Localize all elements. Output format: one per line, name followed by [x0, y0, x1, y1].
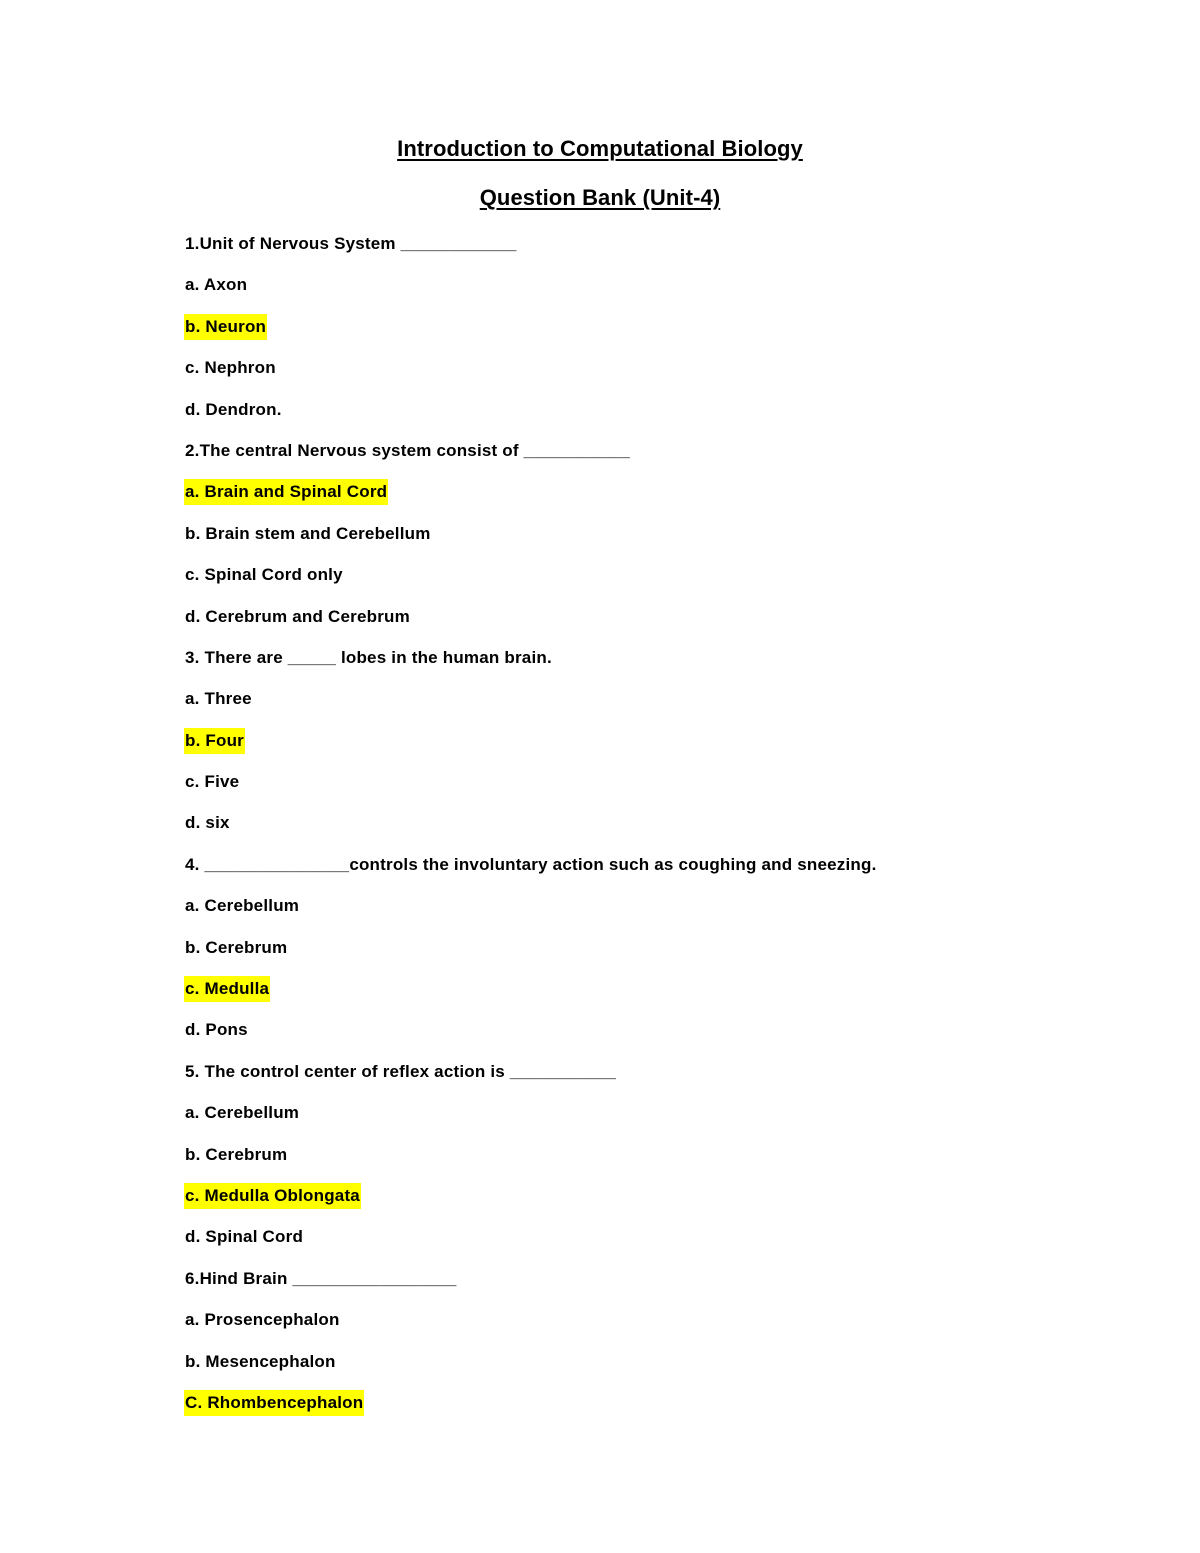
- line-text: c. Medulla Oblongata: [184, 1183, 361, 1209]
- answer-option: [184, 272, 1084, 313]
- line-text: b. Brain stem and Cerebellum: [185, 523, 431, 543]
- line-text: d. Dendron.: [185, 399, 282, 419]
- answer-option: [184, 1224, 1084, 1265]
- answer-option-highlighted: [184, 479, 1084, 520]
- line-text: b. Cerebrum: [185, 937, 288, 957]
- line-text: 5. The control center of reflex action is ___________: [185, 1061, 617, 1081]
- answer-option-highlighted: [184, 1183, 1084, 1224]
- line-text: d. Cerebrum and Cerebrum: [185, 606, 410, 626]
- line-text: a. Three: [185, 689, 252, 709]
- line-text: c. Nephron: [185, 358, 276, 378]
- answer-option: [184, 769, 1084, 810]
- line-text: 6.Hind Brain _________________: [185, 1268, 457, 1288]
- answer-option: [184, 355, 1084, 396]
- answer-option: [184, 1017, 1084, 1058]
- question-line: [184, 852, 1084, 893]
- line-text: 1.Unit of Nervous System ____________: [185, 234, 517, 253]
- answer-option: [184, 810, 1084, 851]
- answer-option-highlighted: [184, 728, 1084, 769]
- answer-option: [184, 1100, 1084, 1141]
- document-title: Introduction to Computational Biology: [397, 136, 803, 161]
- line-text: b. Neuron: [184, 314, 267, 340]
- question-list: [184, 231, 1084, 1431]
- question-line: [184, 1059, 1084, 1100]
- line-text: c. Medulla: [184, 976, 270, 1002]
- line-text: b. Cerebrum: [185, 1144, 288, 1164]
- line-text: a. Brain and Spinal Cord: [184, 479, 388, 505]
- line-text: 3. There are _____ lobes in the human brain.: [185, 647, 552, 667]
- answer-option: [184, 397, 1084, 438]
- document-subtitle: Question Bank (Unit-4): [479, 185, 721, 210]
- question-line: [184, 438, 1084, 479]
- question-line: [184, 645, 1084, 686]
- answer-option: [184, 521, 1084, 562]
- answer-option: [184, 604, 1084, 645]
- line-text: a. Prosencephalon: [185, 1310, 340, 1330]
- line-text: c. Spinal Cord only: [185, 565, 343, 585]
- answer-option: [184, 686, 1084, 727]
- line-text: d. Spinal Cord: [185, 1227, 304, 1247]
- question-line: [184, 1266, 1084, 1307]
- answer-option: [184, 893, 1084, 934]
- line-text: d. six: [185, 813, 230, 833]
- answer-option: [184, 1142, 1084, 1183]
- answer-option: [184, 562, 1084, 603]
- line-text: a. Axon: [185, 275, 248, 295]
- answer-option: [184, 935, 1084, 976]
- line-text: C. Rhombencephalon: [184, 1390, 364, 1416]
- line-text: b. Four: [184, 728, 245, 754]
- line-text: d. Pons: [185, 1020, 248, 1040]
- answer-option-highlighted: [184, 1390, 1084, 1431]
- line-text: a. Cerebellum: [185, 896, 300, 916]
- answer-option-highlighted: [184, 976, 1084, 1017]
- question-line: [184, 231, 1084, 272]
- line-text: b. Mesencephalon: [185, 1351, 336, 1371]
- answer-option-highlighted: [184, 314, 1084, 355]
- line-text: 2.The central Nervous system consist of ___________: [185, 440, 630, 460]
- answer-option: [184, 1349, 1084, 1390]
- line-text: a. Cerebellum: [185, 1103, 300, 1123]
- line-text: 4. _______________controls the involuntary action such as coughing and sneezing.: [185, 854, 877, 874]
- line-text: c. Five: [185, 772, 240, 792]
- answer-option: [184, 1307, 1084, 1348]
